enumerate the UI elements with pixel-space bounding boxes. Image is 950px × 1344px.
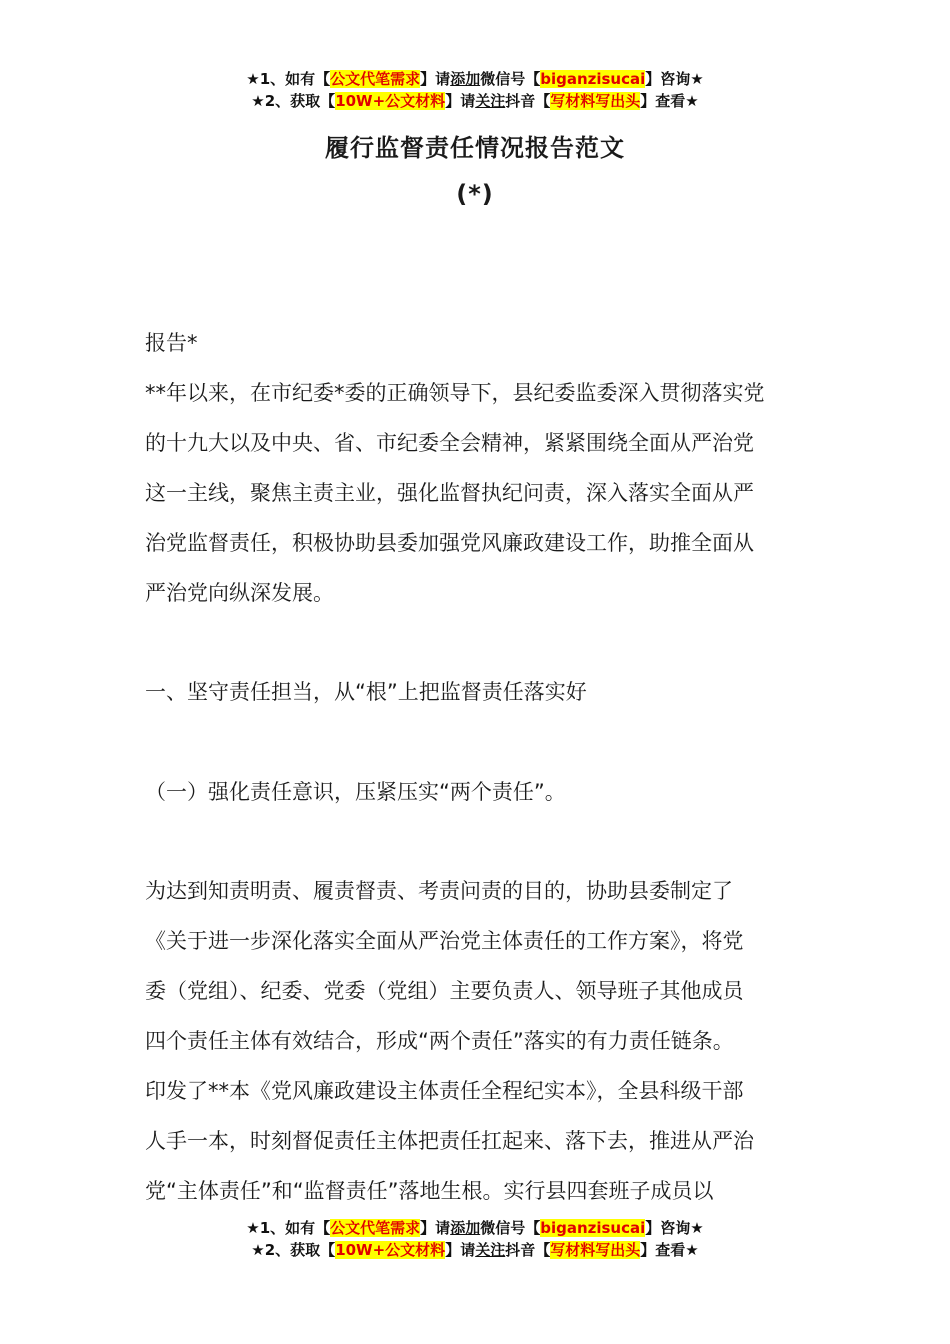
promo-douyin-id: 写材料写出头 (550, 92, 641, 110)
promo-highlight: 10W+公文材料 (335, 1241, 446, 1259)
text-line: **年以来，在市纪委*委的正确领导下，县纪委监委深入贯彻落实党 (145, 381, 765, 405)
text-line: 印发了**本《党风廉政建设主体责任全程纪实本》，全县科级干部 (145, 1079, 744, 1103)
intro-paragraph (145, 368, 810, 618)
promo-text: 】请 (420, 1219, 451, 1237)
promo-highlight: 10W+公文材料 (335, 92, 446, 110)
promo-text: ★1、如有【 (246, 70, 331, 88)
text-line: 严治党向纵深发展。 (145, 581, 334, 605)
text-line: 委（党组）、纪委、党委（党组）主要负责人、领导班子其他成员 (145, 979, 744, 1003)
promo-line-2 (0, 90, 950, 112)
promo-line-1 (0, 68, 950, 90)
text-line: 四个责任主体有效结合，形成“两个责任”落实的有力责任链条。 (145, 1029, 734, 1053)
promo-text: 】请 (445, 1241, 476, 1259)
text-line: 《关于进一步深化落实全面从严治党主体责任的工作方案》，将党 (145, 929, 744, 953)
promo-text: 】咨询★ (645, 70, 704, 88)
promo-underline: 关注 (475, 1241, 506, 1259)
promo-wechat-id: biganzisucai (540, 1219, 646, 1237)
promo-text: 微信号【 (480, 70, 541, 88)
promo-header (0, 68, 950, 112)
text-line: 人手一本，时刻督促责任主体把责任扛起来、落下去，推进从严治 (145, 1129, 754, 1153)
promo-underline: 添加 (450, 70, 481, 88)
text-line: 为达到知责明责、履责督责、考责问责的目的，协助县委制定了 (145, 879, 733, 903)
promo-text: 】请 (445, 92, 476, 110)
promo-text: 】咨询★ (645, 1219, 704, 1237)
body-paragraph (145, 866, 810, 1216)
text-line: 的十九大以及中央、省、市纪委全会精神，紧紧围绕全面从严治党 (145, 431, 754, 455)
promo-text: 】请 (420, 70, 451, 88)
promo-text: 抖音【 (505, 92, 551, 110)
promo-highlight: 公文代笔需求 (330, 70, 421, 88)
promo-line-2 (0, 1239, 950, 1261)
promo-text: 】查看★ (640, 1241, 699, 1259)
promo-text: ★2、获取【 (251, 92, 336, 110)
promo-text: ★2、获取【 (251, 1241, 336, 1259)
promo-douyin-id: 写材料写出头 (550, 1241, 641, 1259)
subsection-heading-1 (145, 767, 810, 817)
document-subtitle: (*) (456, 180, 494, 208)
text-line: （一）强化责任意识，压紧压实“两个责任”。 (145, 780, 566, 804)
promo-line-1 (0, 1217, 950, 1239)
section-heading-1 (145, 667, 810, 717)
promo-text: 抖音【 (505, 1241, 551, 1259)
promo-footer (0, 1217, 950, 1261)
promo-wechat-id: biganzisucai (540, 70, 646, 88)
report-heading (145, 318, 810, 368)
promo-highlight: 公文代笔需求 (330, 1219, 421, 1237)
promo-text: 微信号【 (480, 1219, 541, 1237)
promo-underline: 关注 (475, 92, 506, 110)
text-line: 这一主线，聚焦主责主业，强化监督执纪问责，深入落实全面从严 (145, 481, 754, 505)
text-line: 党“主体责任”和“监督责任”落地生根。实行县四套班子成员以 (145, 1179, 714, 1203)
promo-text: 】查看★ (640, 92, 699, 110)
text-line: 一、坚守责任担当，从“根”上把监督责任落实好 (145, 680, 587, 704)
text-line: 治党监督责任，积极协助县委加强党风廉政建设工作，助推全面从 (145, 531, 754, 555)
promo-text: ★1、如有【 (246, 1219, 331, 1237)
promo-underline: 添加 (450, 1219, 481, 1237)
text-line: 报告* (145, 331, 198, 355)
document-title: 履行监督责任情况报告范文 (325, 134, 625, 162)
